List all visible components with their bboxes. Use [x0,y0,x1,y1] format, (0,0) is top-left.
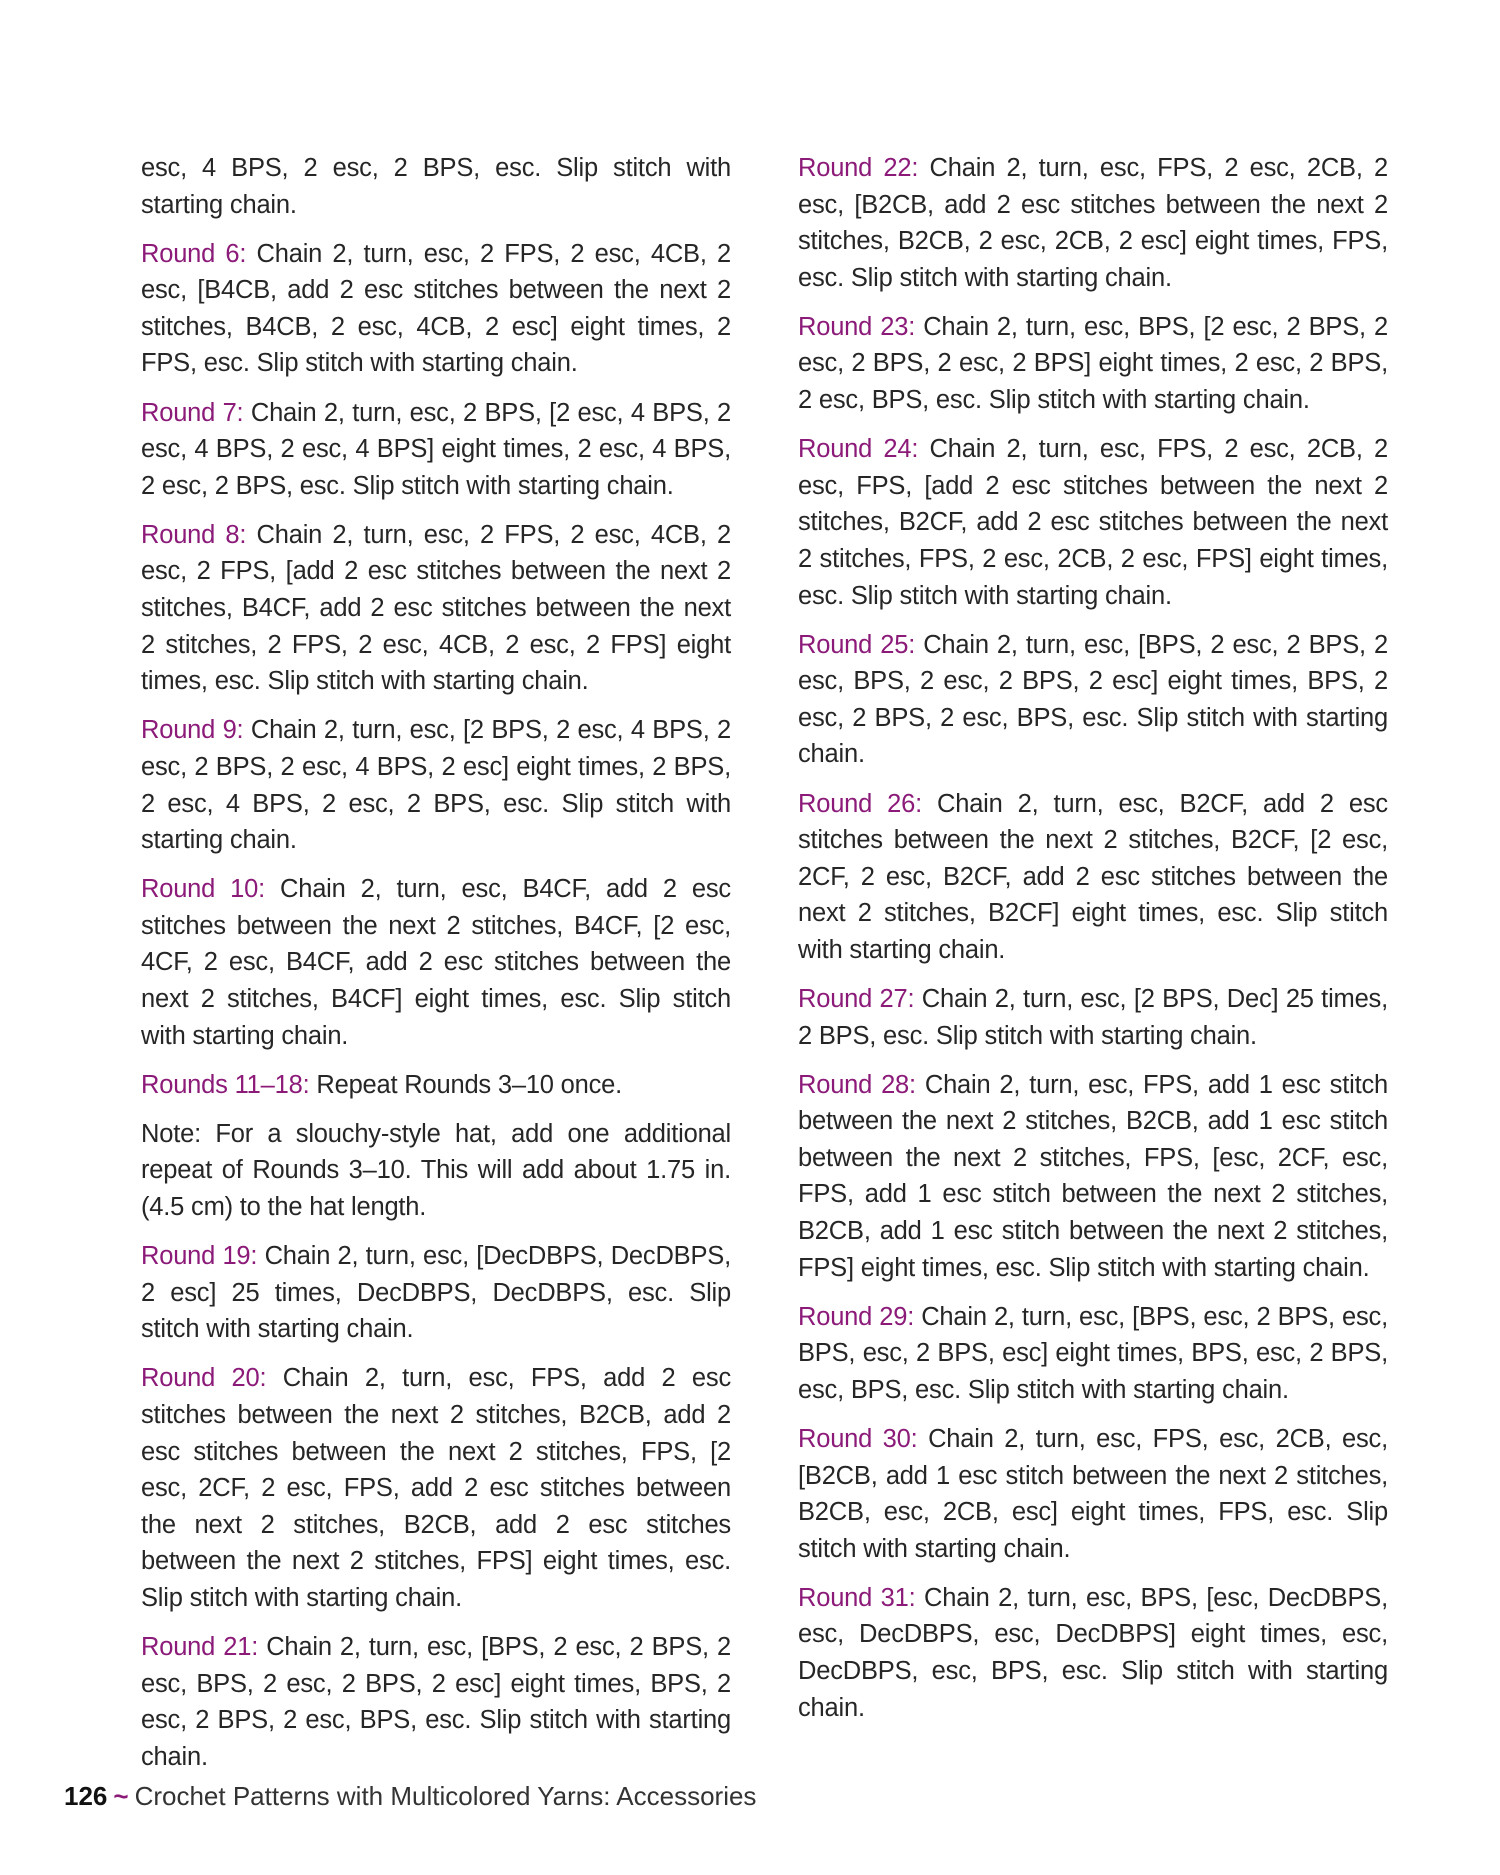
round-label: Round 21: [141,1632,259,1661]
round-label: Round 6: [141,239,247,268]
pattern-paragraph [798,431,1388,614]
round-instructions: Chain 2, turn, esc, B2CF, add 2 esc stitches between the next 2 stitches, B2CF, [2 esc, 2CF, 2 esc, B2CF, add 2 esc stitches between the next 2 stitches, B2CF] eight times, esc. Slip stitch with starting chain. [798,789,1388,964]
pattern-paragraph [141,150,731,223]
round-instructions: Chain 2, turn, esc, 2 BPS, [2 esc, 4 BPS, 2 esc, 4 BPS, 2 esc, 4 BPS] eight times, 2 esc, 4 BPS, 2 esc, 2 BPS, esc. Slip stitch with starting chain. [141,398,731,500]
round-instructions: Chain 2, turn, esc, FPS, esc, 2CB, esc, [B2CB, add 1 esc stitch between the next 2 stitches, B2CB, esc, 2CB, esc] eight times, FPS, esc. Slip stitch with starting chain. [798,1425,1388,1563]
round-instructions: Chain 2, turn, esc, 2 FPS, 2 esc, 4CB, 2 esc, 2 FPS, [add 2 esc stitches between the next 2 stitches, B4CF, add 2 esc stitches between the next 2 stitches, 2 FPS, 2 esc, 4CB, 2 esc, 2 FPS] eight times, esc. Slip stitch with starting chain. [141,520,731,696]
pattern-paragraph [141,712,731,858]
pattern-paragraph [141,1238,731,1348]
pattern-paragraph [141,517,731,700]
round-instructions: esc, 4 BPS, 2 esc, 2 BPS, esc. Slip stitch with starting chain. [141,154,731,219]
round-label: Round 7: [141,398,244,427]
round-label: Round 23: [798,312,916,341]
pattern-paragraph [798,309,1388,419]
pattern-paragraph [798,786,1388,969]
round-label: Round 10: [141,875,265,904]
page-footer [64,1779,756,1813]
round-instructions: Repeat Rounds 3–10 once. [309,1070,623,1099]
round-instructions: Chain 2, turn, esc, FPS, add 2 esc stitches between the next 2 stitches, B2CB, add 2 esc stitches between the next 2 stitches, FPS, [2 esc, 2CF, 2 esc, FPS, add 2 esc stitches between the next 2 stitches, B2CB, add 2 esc stitches between the next 2 stitches, FPS] eight times, esc. Slip stitch with starting chain. [141,1364,731,1612]
round-label: Round 8: [141,520,247,549]
note-text: Note: For a slouchy-style hat, add one additional repeat of Rounds 3–10. This will add about 1.75 in. (4.5 cm) to the hat length. [141,1119,731,1221]
round-instructions: Chain 2, turn, esc, FPS, 2 esc, 2CB, 2 esc, [B2CB, add 2 esc stitches between the next 2 stitches, B2CB, 2 esc, 2CB, 2 esc] eight times, FPS, esc. Slip stitch with starting chain. [798,154,1388,292]
note-paragraph [141,1116,731,1226]
round-label: Round 9: [141,716,244,745]
pattern-paragraph [798,627,1388,773]
round-label: Round 19: [141,1242,258,1271]
pattern-paragraph [798,1580,1388,1726]
round-label: Round 24: [798,435,919,464]
book-title: Crochet Patterns with Multicolored Yarns: Accessories [134,1781,757,1811]
round-label: Round 20: [141,1364,267,1393]
round-label: Round 28: [798,1070,916,1099]
round-instructions: Chain 2, turn, esc, [BPS, 2 esc, 2 BPS, 2 esc, BPS, 2 esc, 2 BPS, 2 esc] eight times, BPS, 2 esc, 2 BPS, 2 esc, BPS, esc. Slip stitch with starting chain. [798,630,1388,769]
round-label: Round 22: [798,154,919,182]
pattern-paragraph [141,1629,731,1775]
round-label: Round 31: [798,1583,916,1612]
pattern-paragraph [141,1067,731,1104]
round-instructions: Chain 2, turn, esc, 2 FPS, 2 esc, 4CB, 2 esc, [B4CB, add 2 esc stitches between the next 2 stitches, B4CB, 2 esc, 4CB, 2 esc] eight times, 2 FPS, esc. Slip stitch with starting chain. [141,239,731,378]
round-instructions: Chain 2, turn, esc, [BPS, esc, 2 BPS, esc, BPS, esc, 2 BPS, esc] eight times, BPS, esc, 2 BPS, esc, BPS, esc. Slip stitch with starting chain. [798,1302,1388,1404]
round-label: Round 25: [798,630,916,659]
round-instructions: Chain 2, turn, esc, [BPS, 2 esc, 2 BPS, 2 esc, BPS, 2 esc, 2 BPS, 2 esc] eight times, BPS, 2 esc, 2 BPS, 2 esc, BPS, esc. Slip stitch with starting chain. [141,1632,731,1771]
round-label: Rounds 11–18: [141,1070,310,1099]
round-instructions: Chain 2, turn, esc, FPS, 2 esc, 2CB, 2 esc, FPS, [add 2 esc stitches between the next 2 stitches, B2CF, add 2 esc stitches between the next 2 stitches, FPS, 2 esc, 2CB, 2 esc, FPS] eight times, esc. Slip stitch with starting chain. [798,435,1388,610]
round-instructions: Chain 2, turn, esc, [DecDBPS, DecDBPS, 2 esc] 25 times, DecDBPS, DecDBPS, esc. Slip stitch with starting chain. [141,1242,731,1344]
footer-separator: ~ [113,1781,129,1811]
round-label: Round 30: [798,1425,918,1453]
round-instructions: Chain 2, turn, esc, FPS, add 1 esc stitch between the next 2 stitches, B2CB, add 1 esc stitch between the next 2 stitches, FPS, [esc, 2CF, esc, FPS, add 1 esc stitch between the next 2 stitches, B2CB, add 1 esc stitch between the next 2 stitches, FPS] eight times, esc. Slip stitch with starting chain. [798,1070,1388,1282]
pattern-paragraph [141,871,731,1054]
left-column [141,150,731,1788]
round-instructions: Chain 2, turn, esc, [2 BPS, 2 esc, 4 BPS, 2 esc, 2 BPS, 2 esc, 4 BPS, 2 esc] eight times, 2 BPS, 2 esc, 4 BPS, 2 esc, 2 BPS, esc. Slip stitch with starting chain. [141,716,731,855]
round-label: Round 29: [798,1302,915,1331]
round-instructions: Chain 2, turn, esc, [2 BPS, Dec] 25 times, 2 BPS, esc. Slip stitch with starting chain. [798,984,1388,1050]
pattern-paragraph [141,395,731,505]
round-label: Round 26: [798,789,922,818]
pattern-paragraph [798,1299,1388,1409]
round-instructions: Chain 2, turn, esc, BPS, [2 esc, 2 BPS, 2 esc, 2 BPS, 2 esc, 2 BPS] eight times, 2 esc, 2 BPS, 2 esc, BPS, esc. Slip stitch with starting chain. [798,312,1388,415]
round-instructions: Chain 2, turn, esc, B4CF, add 2 esc stitches between the next 2 stitches, B4CF, [2 esc, 4CF, 2 esc, B4CF, add 2 esc stitches between the next 2 stitches, B4CF] eight times, esc. Slip stitch with starting chain. [141,875,731,1050]
pattern-paragraph [798,981,1388,1054]
pattern-paragraph [141,236,731,382]
round-label: Round 27: [798,984,915,1013]
pattern-paragraph [798,1067,1388,1287]
right-column [798,150,1388,1739]
round-instructions: Chain 2, turn, esc, BPS, [esc, DecDBPS, esc, DecDBPS, esc, DecDBPS] eight times, esc, DecDBPS, esc, BPS, esc. Slip stitch with starting chain. [798,1583,1388,1722]
pattern-paragraph [798,150,1388,296]
pattern-paragraph [141,1360,731,1616]
page-number: 126 [64,1781,108,1811]
pattern-paragraph [798,1421,1388,1567]
